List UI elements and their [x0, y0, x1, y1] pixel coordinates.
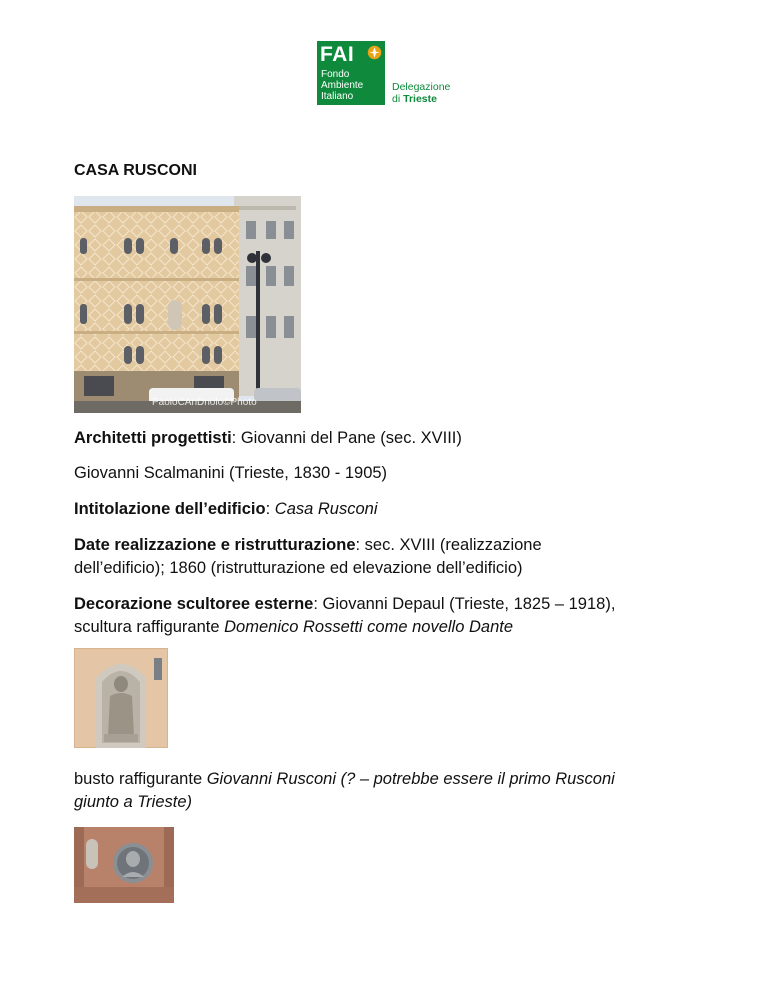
field-architetti-label: Architetti progettisti: [74, 429, 232, 447]
field-architetti-value: : Giovanni del Pane (sec. XVIII): [231, 429, 462, 447]
field-busto: busto raffigurante Giovanni Rusconi (? – potrebbe essere il primo Rusconi giunto a Trieste): [74, 770, 615, 811]
logo-name: Fondo Ambiente Italiano: [321, 69, 364, 102]
field-architetti-second: Giovanni Scalmanini (Trieste, 1830 - 1905): [74, 464, 388, 482]
field-intitolazione: Intitolazione dell’edificio: Casa Rusconi: [74, 500, 378, 518]
field-intitolazione-label: Intitolazione dell’edificio: [74, 500, 266, 518]
page-title: CASA RUSCONI: [74, 162, 197, 179]
statue-photo: [74, 648, 168, 748]
field-decorazione-label: Decorazione scultoree esterne: [74, 595, 314, 613]
field-intitolazione-value: Casa Rusconi: [274, 500, 378, 518]
field-decorazione: Decorazione scultoree esterne: Giovanni Depaul (Trieste, 1825 – 1918), scultura raffigurante Domenico Rossetti come novello Dante: [74, 595, 616, 636]
field-date-label: Date realizzazione e ristrutturazione: [74, 536, 356, 554]
fai-logo: [317, 41, 455, 105]
field-architetti: [74, 427, 462, 450]
field-date: Date realizzazione e ristrutturazione: sec. XVIII (realizzazione dell’edificio); 1860 (ristrutturazione ed elevazione dell’edificio): [74, 536, 542, 577]
logo-brand: FAI: [320, 43, 355, 66]
photo-credit: PaoloCAnDriolo©Photo: [152, 397, 257, 408]
logo-delegation: Delegazione di Trieste: [392, 81, 451, 105]
fai-leaf-icon: [367, 45, 382, 60]
building-photo: [74, 196, 301, 413]
bust-photo: [74, 827, 174, 903]
